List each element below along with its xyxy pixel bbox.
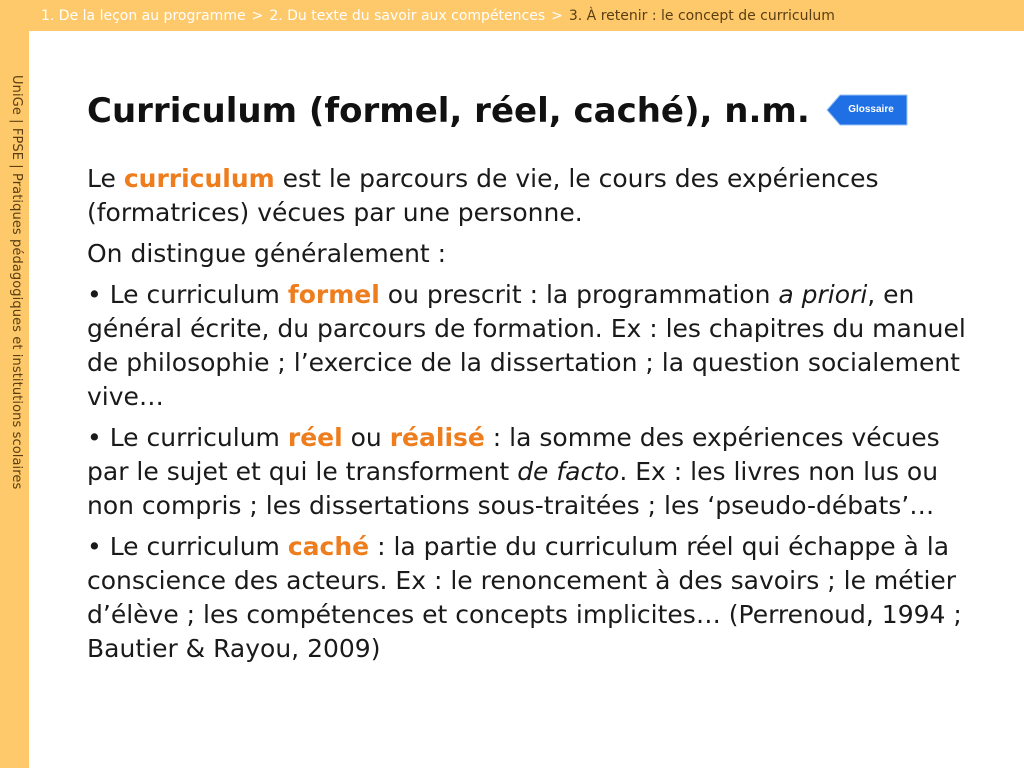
top-bar [0,0,1024,31]
slide-body [87,162,977,673]
highlight-curriculum: curriculum [123,164,275,193]
bullet-marker: • [87,280,102,309]
highlight-reel: réel [287,423,343,452]
emphasis-a-priori: a priori [778,280,868,309]
slide-title: Curriculum (formel, réel, caché), n.m. [87,91,810,131]
bullet-hidden-curriculum: • Le curriculum caché : la partie du curriculum réel qui échappe à la conscience des acteurs. Ex : le renoncement à des savoirs ; le métier d’élève ; les compétences et concepts implicites… (Perrenoud, 1994 ; Bautier & Rayou, 2009) [87,532,962,663]
highlight-realise: réalisé [389,423,485,452]
highlight-formel: formel [287,280,380,309]
breadcrumb [41,7,835,25]
breadcrumb-item-current: 3. À retenir : le concept de curriculum [568,8,835,24]
bullet-marker: • [87,532,102,561]
emphasis-de-facto: de facto [517,457,620,486]
bullet-real-curriculum: • Le curriculum réel ou réalisé : la somme des expériences vécues par le sujet et qui le transforment de facto. Ex : les livres non lus ou non compris ; les dissertations sous-traitées ; les ‘pseudo-débats’… [87,423,940,520]
breadcrumb-item-lesson-to-program[interactable]: 1. De la leçon au programme [41,8,246,24]
intro-paragraph: On distingue généralement : [87,239,447,268]
side-bar [0,31,29,768]
breadcrumb-separator: > [551,8,563,24]
bullet-formal-curriculum: • Le curriculum formel ou prescrit : la programmation a priori, en général écrite, du parcours de formation. Ex : les chapitres du manuel de philosophie ; l’exercice de la dissertation ; la question socialement vive… [87,280,966,411]
sidebar-institution-label: UniGe | FPSE | Pratiques pédagogiques et institutions scolaires [9,75,24,490]
bullet-marker: • [87,423,102,452]
highlight-cache: caché [287,532,370,561]
breadcrumb-separator: > [251,8,264,24]
breadcrumb-item-knowledge-to-skills[interactable]: 2. Du texte du savoir aux compétences [269,8,546,24]
definition-paragraph: Le curriculum est le parcours de vie, le cours des expériences (formatrices) vécues par une personne. [87,164,879,227]
glossary-button-label: Glossaire [848,104,894,115]
glossary-button[interactable] [826,94,908,126]
